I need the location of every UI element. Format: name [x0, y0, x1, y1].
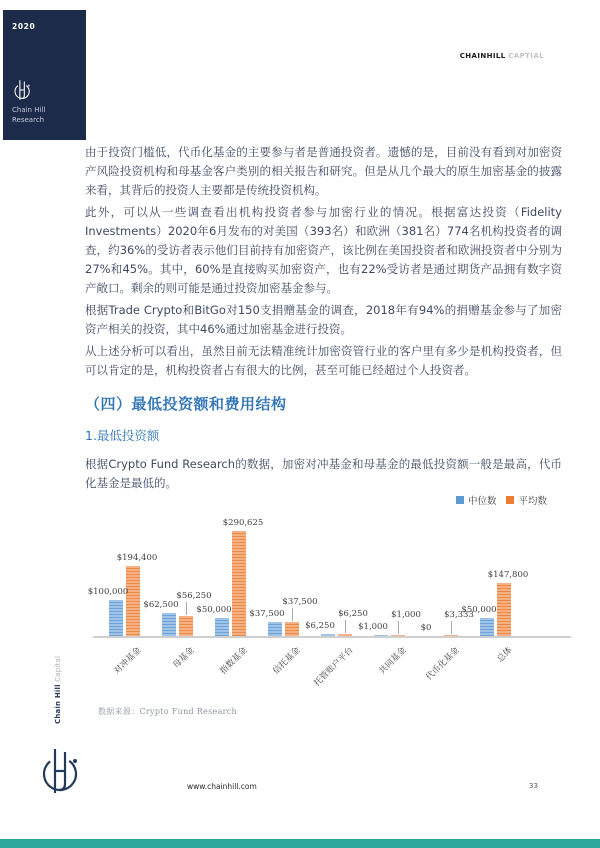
- data-label-median: $37,500: [249, 609, 285, 620]
- data-label-average: $1,000: [391, 610, 421, 620]
- data-label-average: $3,333: [444, 609, 474, 620]
- bar-average: [444, 635, 458, 636]
- footer-monogram-icon: [38, 744, 86, 798]
- sidebar-brand-name: Chain Hill Research: [12, 106, 46, 124]
- bar-group-0: [87, 486, 158, 636]
- footer-url[interactable]: www.chainhill.com: [187, 782, 257, 791]
- legend-label-average: 平均数: [518, 496, 547, 507]
- bottom-accent-bar: [0, 839, 600, 848]
- data-label-average: $290,625: [222, 518, 264, 528]
- bar-average: [338, 634, 352, 636]
- header-brand-light: CAPTIAL: [508, 52, 544, 60]
- report-year: 2020: [12, 22, 36, 31]
- min-investment-bar-chart: [85, 486, 577, 718]
- data-label-median: $100,000: [87, 586, 129, 597]
- category-label-1: 母基金: [170, 645, 196, 671]
- bar-average: [179, 616, 193, 636]
- bar-median: [480, 618, 494, 636]
- bar-median: [109, 600, 123, 636]
- chainhill-monogram-icon: [12, 78, 34, 102]
- chart-plot-area: [85, 486, 577, 718]
- bar-average: [391, 635, 405, 636]
- bar-median: [268, 622, 282, 636]
- section-heading: （四）最低投资额和费用结构: [85, 395, 287, 413]
- category-label-5: 共同基金: [376, 645, 408, 677]
- data-label-average: $37,500: [282, 597, 318, 608]
- chart-source-note: 数据来源：Crypto Fund Research: [98, 707, 238, 716]
- paragraph-1: 由于投资门槛低，代币化基金的主要参与者是普通投资者。遗憾的是，目前没有看到对加密资产风险投资机构和母基金客户类别的相关报告和研究。但是从几个最大的原生加密基金的披露来看，其背后的投资人主要都是传统投资机构。: [85, 145, 562, 197]
- data-label-median: $50,000: [196, 604, 232, 615]
- category-label-4: 托管账户平台: [311, 645, 355, 689]
- legend-label-median: 中位数: [467, 496, 497, 507]
- data-label-average: $56,250: [176, 590, 212, 601]
- bar-average: [285, 622, 299, 636]
- header-brand: [460, 52, 544, 60]
- bar-group-4: [305, 486, 368, 636]
- bar-average: [126, 566, 140, 636]
- category-label-2: 指数基金: [217, 645, 249, 677]
- bar-median: [162, 613, 176, 636]
- side-vertical-brand: Chain Hill Capital: [54, 655, 62, 724]
- header-brand-bold: CHAINHILL: [459, 52, 506, 60]
- sidebar: [3, 10, 86, 140]
- document-body: [85, 143, 562, 496]
- data-label-median: $6,250: [305, 620, 335, 631]
- x-axis-line: [93, 636, 571, 638]
- category-label-0: 对冲基金: [111, 645, 143, 677]
- paragraph-2: 此外，可以从一些调查看出机构投资者参与加密行业的情况。根据富达投资（Fidelity Investments）2020年6月发布的对美国（393名）和欧洲（381名）774名机构投资者的调查，约36%的受访者表示他们目前持有加密资产，该比例在美国投资者和欧洲投资者中分别为27%和45%。其中，60%是直接购买加密资产，也有22%受访者是通过期货产品拥有数字资产敞口。剩余的则可能是通过投资加密基金参与。: [85, 205, 562, 295]
- label-leader-line: [292, 608, 293, 621]
- paragraph-4: 从上述分析可以看出，虽然目前无法精准统计加密资管行业的客户里有多少是机构投资者，但可以肯定的是，机构投资者占有很大的比例，甚至可能已经超过个人投资者。: [85, 344, 562, 377]
- category-label-3: 信托基金: [270, 645, 302, 677]
- label-leader-line: [451, 621, 452, 634]
- data-label-median: $50,000: [461, 604, 497, 615]
- label-leader-line: [345, 620, 346, 633]
- data-label-average: $147,800: [487, 569, 529, 580]
- category-label-7: 总体: [494, 645, 514, 665]
- page-number: 33: [529, 782, 538, 790]
- section-subheading: 1.最低投资额: [85, 428, 160, 443]
- bar-average: [232, 531, 246, 636]
- bar-group-3: [249, 486, 318, 636]
- paragraph-intro: 根据Crypto Fund Research的数据，加密对冲基金和母基金的最低投资额一般是最高，代币化基金是最低的。: [85, 457, 562, 490]
- data-label-median: $0: [420, 623, 432, 633]
- bar-group-5: [358, 486, 421, 636]
- data-label-median: $62,500: [143, 600, 179, 611]
- data-label-median: $1,000: [358, 622, 388, 632]
- label-leader-line: [186, 602, 187, 615]
- paragraph-3: 根据Trade Crypto和BitGo对150支捐赠基金的调查，2018年有94%的捐赠基金参与了加密资产相关的投资，其中46%通过加密基金进行投资。: [85, 303, 562, 336]
- data-label-average: $6,250: [338, 608, 368, 619]
- bar-median: [215, 618, 229, 636]
- label-leader-line: [398, 621, 399, 634]
- bar-group-7: [461, 486, 529, 636]
- bar-median: [374, 635, 388, 636]
- category-label-6: 代币化基金: [423, 645, 461, 683]
- bar-average: [497, 583, 511, 636]
- bar-median: [321, 634, 335, 636]
- data-label-average: $194,400: [116, 552, 158, 563]
